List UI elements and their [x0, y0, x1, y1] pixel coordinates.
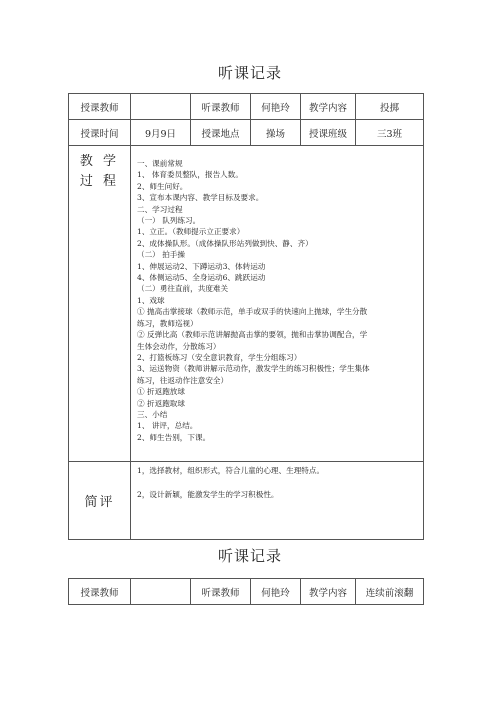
- process-line: 2、师生告别，下课。: [137, 432, 211, 442]
- record-1-title: 听课记录: [217, 64, 282, 82]
- listener-value: 何艳玲: [251, 94, 301, 120]
- review-line: [137, 476, 417, 489]
- label-class: 授课班级: [301, 120, 356, 146]
- process-line: ① 折返跑放球: [137, 387, 185, 397]
- teacher-value: [131, 579, 191, 605]
- process-line: 1、 体育委员整队，报告人数。: [137, 170, 243, 180]
- label-content: 教学内容: [301, 94, 356, 120]
- process-line: 4、体侧运动5、全身运动6、跳跃运动: [137, 273, 266, 283]
- process-line: 生体会动作，分散练习）: [137, 341, 221, 351]
- process-line: （二）勇往直前，共度难关: [137, 284, 229, 294]
- review-line: 1，选择教材，组织形式，符合儿童的心理、生理特点。: [137, 466, 325, 475]
- process-line: 1、 讲评，总结。: [137, 421, 198, 431]
- process-line: 1、伸展运动2、下蹲运动3、体转运动: [137, 261, 266, 271]
- process-line: 1、立正。（教师提示立正要求）: [137, 227, 245, 237]
- content-value: 连续前滚翻: [356, 579, 424, 605]
- teacher-row: [69, 94, 424, 120]
- label-content: 教学内容: [301, 579, 356, 605]
- label-listener: 听课教师: [191, 579, 251, 605]
- process-line: ② 反弹比高（教师示范讲解抛高击掌的要领，抛和击掌协调配合，学: [137, 330, 368, 340]
- listener-value: 何艳玲: [251, 579, 301, 605]
- process-line: 2、成体操队形。（成体操队形站列做到快、静、齐）: [137, 238, 313, 248]
- process-line: 一、课前常规: [137, 159, 183, 168]
- process-line: 二、学习过程: [137, 204, 183, 214]
- process-line: 练习，教师巡视）: [137, 318, 198, 328]
- process-line: 3、运送物资（教师讲解示范动作，激发学生的练习积极性；学生集体: [137, 364, 370, 374]
- process-line: （二） 拍手操: [137, 250, 185, 260]
- review-label: 简评: [69, 462, 131, 540]
- record-2-title: 听课记录: [217, 547, 282, 565]
- process-line: 1、戏球: [137, 295, 165, 305]
- review-content: [131, 462, 424, 540]
- process-line: 2、打篮板练习（安全意识教育，学生分组练习）: [137, 352, 302, 362]
- process-line: 3、宣布本课内容、教学目标及要求。: [137, 193, 264, 203]
- teacher-row: [69, 579, 424, 605]
- place-value: 操场: [251, 120, 301, 146]
- process-row: [69, 146, 424, 462]
- content-value: 投掷: [356, 94, 424, 120]
- time-value: 9月9日: [131, 120, 191, 146]
- process-line: 三、小结: [137, 409, 168, 419]
- review-row: [69, 462, 424, 540]
- review-line: 2，设计新颖，能激发学生的学习积极性。: [137, 490, 279, 500]
- process-label: 教 学 过 程: [69, 146, 131, 462]
- label-time: 授课时间: [69, 120, 131, 146]
- process-line: （一） 队列练习。: [137, 216, 201, 226]
- label-teacher: 授课教师: [69, 94, 131, 120]
- teacher-value: [131, 94, 191, 120]
- process-line: 2、师生问好。: [137, 181, 188, 191]
- record-1-table: [68, 93, 424, 540]
- process-line: ② 折返跑取球: [137, 398, 185, 408]
- label-teacher: 授课教师: [69, 579, 131, 605]
- process-content: [131, 146, 424, 462]
- label-listener: 听课教师: [191, 94, 251, 120]
- process-line: 练习，往返动作注意安全）: [137, 375, 229, 385]
- time-row: [69, 120, 424, 146]
- label-place: 授课地点: [191, 120, 251, 146]
- record-2-table: [68, 578, 424, 605]
- class-value: 三3班: [356, 120, 424, 146]
- process-line: ① 抛高击掌接球（教师示范，单手或双手的快速向上抛球，学生分散: [137, 307, 368, 317]
